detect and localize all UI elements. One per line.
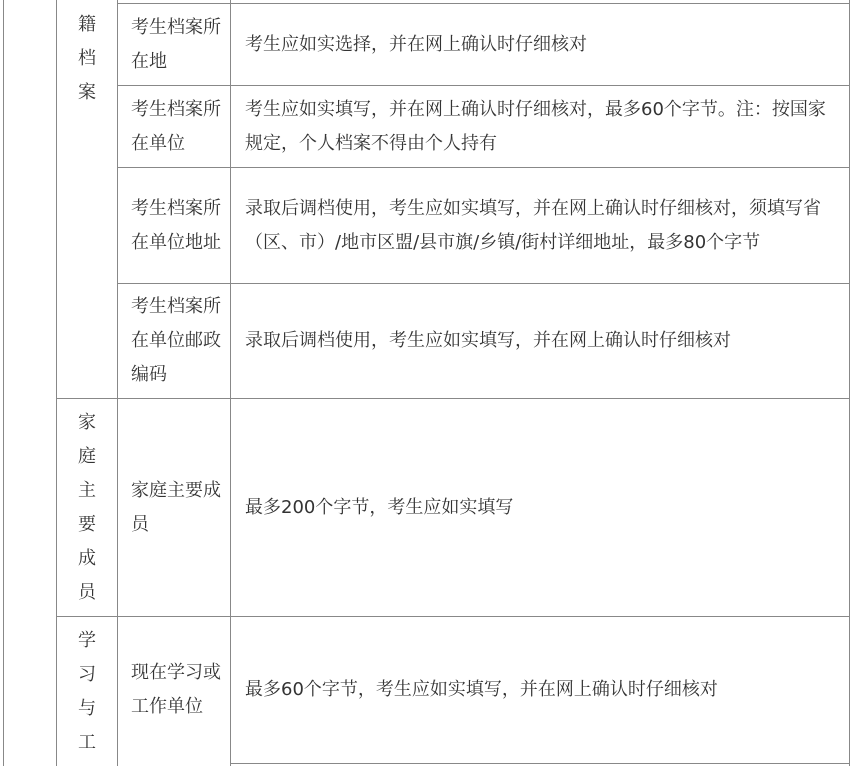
category-cell bbox=[57, 617, 117, 766]
table-border-left bbox=[3, 0, 4, 766]
table-divider bbox=[117, 0, 118, 766]
field-label: 现在学习或工作单位 bbox=[131, 662, 221, 717]
category-cell bbox=[57, 0, 117, 110]
description-cell bbox=[245, 4, 849, 85]
field-label: 家庭主要成员 bbox=[131, 479, 221, 535]
description-cell bbox=[245, 86, 849, 167]
table-row-border bbox=[230, 763, 850, 764]
field-cell bbox=[131, 617, 230, 763]
table-border-right bbox=[849, 0, 850, 766]
field-label: 考生档案所在地 bbox=[131, 16, 221, 72]
category-label: 籍档案 bbox=[78, 14, 96, 103]
category-label: 学习与工 bbox=[78, 630, 96, 753]
field-cell bbox=[131, 284, 230, 398]
field-cell bbox=[131, 399, 230, 616]
description-cell bbox=[245, 284, 849, 398]
description-text: 最多60个字节，考生应如实填写，并在网上确认时仔细核对 bbox=[245, 679, 718, 700]
description-text: 最多200个字节，考生应如实填写 bbox=[245, 496, 514, 518]
table-divider bbox=[230, 0, 231, 766]
description-cell bbox=[245, 168, 849, 283]
description-text: 考生应如实选择，并在网上确认时仔细核对 bbox=[245, 33, 587, 55]
category-cell bbox=[57, 399, 117, 616]
description-cell bbox=[245, 617, 849, 763]
category-label: 家庭主要成员 bbox=[78, 411, 96, 603]
field-cell bbox=[131, 86, 230, 167]
description-text: 考生应如实填写，并在网上确认时仔细核对，最多60个字节。注：按国家规定，个人档案不得由个人持有 bbox=[245, 98, 826, 154]
field-label: 考生档案所在单位 bbox=[131, 98, 221, 154]
description-cell bbox=[245, 399, 849, 616]
field-cell bbox=[131, 4, 230, 85]
field-label: 考生档案所在单位地址 bbox=[131, 197, 221, 253]
field-cell bbox=[131, 168, 230, 283]
description-text: 录取后调档使用，考生应如实填写，并在网上确认时仔细核对 bbox=[245, 330, 731, 351]
description-text: 录取后调档使用，考生应如实填写，并在网上确认时仔细核对，须填写省（区、市）/地市区盟/县市旗/乡镇/街村详细地址，最多80个字节 bbox=[245, 197, 821, 253]
field-label: 考生档案所在单位邮政编码 bbox=[131, 296, 221, 385]
